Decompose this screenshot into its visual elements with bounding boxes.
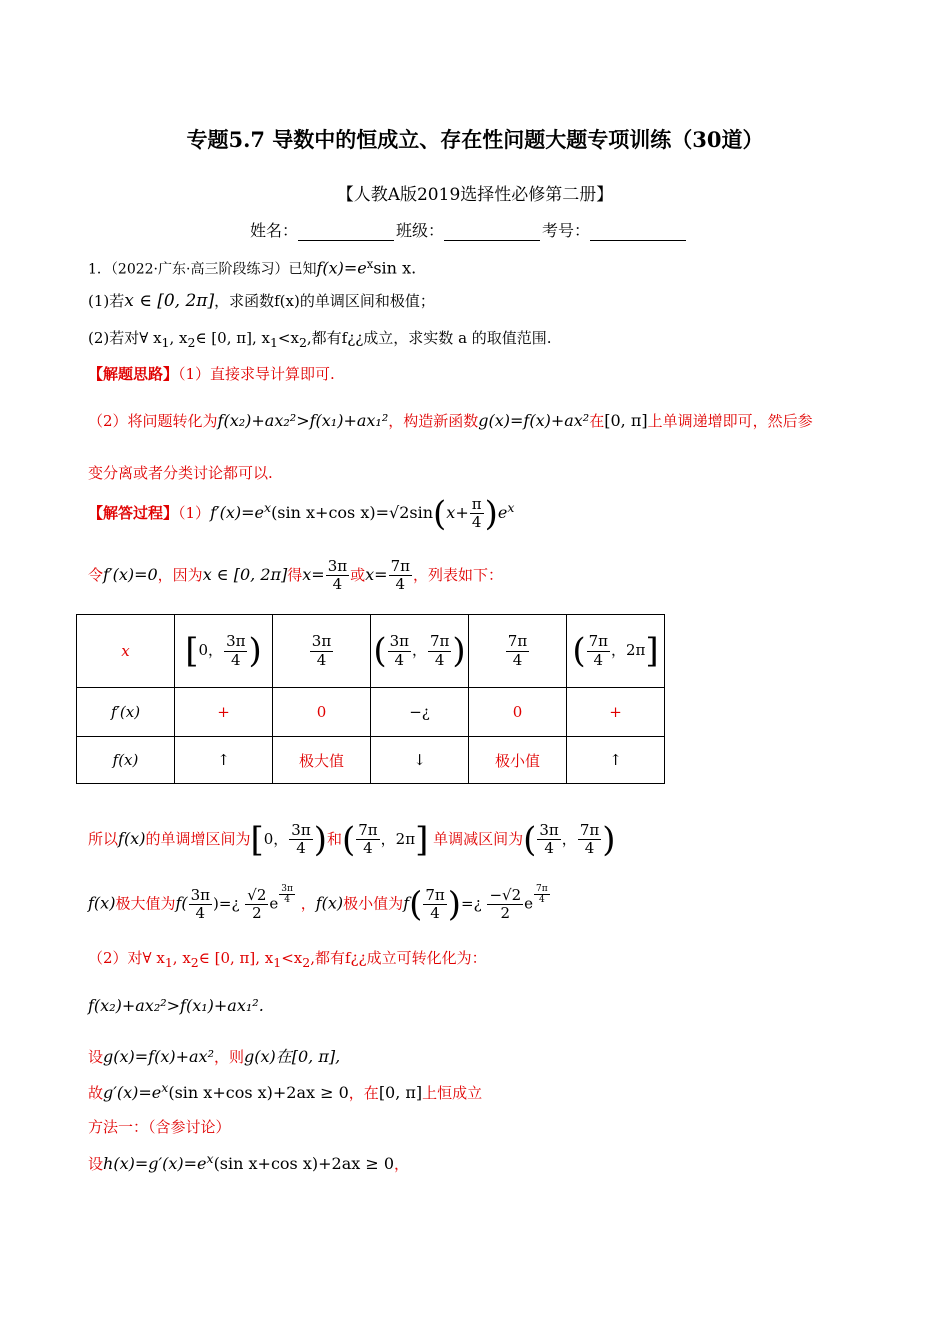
g-derivative: 故$g'(x)=e^x(\sin$ x+cos x)+2ax ≥ 0，在[0, π]上恒成立 [88, 1080, 483, 1102]
table-cell: 0 [469, 688, 567, 737]
table-cell: ↑ [567, 737, 665, 784]
inequality: f(x₂)+ax₂²>f(x₁)+ax₁². [88, 996, 264, 1015]
table-cell: ↑ [175, 737, 273, 784]
table-row [77, 688, 665, 737]
table-cell: 极大值 [273, 737, 371, 784]
analysis-1: 【解题思路】（1）直接求导计算即可. [88, 365, 335, 383]
solution-derivative: 【解答过程】$(1)f'(x)=e^x(\sin$ x+cos x)=√2sin(x+ $\frac{\pi}{4}$ )$e^x$ [88, 493, 515, 534]
solution-critical-points: 令f′(x)=0，因为x ∈ [0, 2π]得x= $\frac{3\pi}{4}$ 或x= $\frac{7\pi}{4}$ ，列表如下： [88, 557, 503, 594]
table-header-derivative: f′(x) [77, 688, 175, 737]
extreme-values: f(x)极大值为f( $\frac{3\pi}{4}$ )=¿ $\frac{√2}{2}$ e $^{\frac{3\pi}{4}}$ ，f(x)极小值为f( $\frac{7\pi}{4}$ )=¿ $\frac{-√2}{2}$ e $^{\frac{7\pi}{4}}$ [88, 884, 548, 925]
part2-restatement: （2）对∀ $x_1$, $x_2\in$ [0, π], $x_1<x_2$,都有f¿¿成立可转化化为： [88, 949, 487, 970]
table-cell: 极小值 [469, 737, 567, 784]
table-row [77, 737, 665, 784]
question-2: (2)若对∀ $x_1$, $x_2\in$ [0, π], $x_1<x_2$,都有f¿¿成立，求实数 a 的取值范围. [88, 329, 552, 350]
student-info-line [250, 218, 688, 241]
table-cell: [0， $\frac{3\pi}{4}$ ) [175, 615, 273, 688]
class-blank [444, 226, 540, 241]
table-cell: + [567, 688, 665, 737]
monotonic-intervals: 所以f(x)的单调增区间为[0， $\frac{3\pi}{4}$ )和( $\frac{7\pi}{4}$ ，2π] 单调减区间为( $\frac{3\pi}{4}$ ， $\frac{7\pi}{4}$ ) [88, 819, 616, 860]
table-cell: ( $\frac{7\pi}{4}$ ，2π] [567, 615, 665, 688]
page-title: 专题5.7 导数中的恒成立、存在性问题大题专项训练（30道） [186, 127, 764, 152]
table-cell: ( $\frac{3\pi}{4}$ ， $\frac{7\pi}{4}$ ) [371, 615, 469, 688]
table-cell: −¿ [371, 688, 469, 737]
exam-blank [590, 226, 686, 241]
table-cell: ↓ [371, 737, 469, 784]
table-cell: + [175, 688, 273, 737]
method-one: 方法一：（含参讨论） [88, 1118, 231, 1136]
table-cell: $\frac{3\pi}{4}$ [273, 615, 371, 688]
table-cell: $\frac{7\pi}{4}$ [469, 615, 567, 688]
table-header-function: f(x) [77, 737, 175, 784]
analysis-3: 变分离或者分类讨论都可以. [88, 464, 273, 482]
name-label: 姓名： [250, 221, 299, 240]
question-1: (1)若x ∈ [0, 2π]，求函数f(x)的单调区间和极值； [88, 291, 435, 311]
analysis-2: （2）将问题转化为f(x₂)+ax₂²>f(x₁)+ax₁²，构造新函数g(x)=f(x)+ax²在[0, π]上单调递增即可，然后参 [88, 411, 813, 430]
exam-label: 考号： [542, 221, 591, 240]
table-cell: 0 [273, 688, 371, 737]
problem-intro: 1．（2022·广东·高三阶段练习）已知$f(x)=e^x\sin$ x. [88, 257, 417, 278]
table-header-x: x [77, 615, 175, 688]
class-label: 班级： [396, 221, 445, 240]
table-row [77, 615, 665, 688]
define-g: 设g(x)=f(x)+ax²，则g(x)在[0, π], [88, 1047, 341, 1066]
name-blank [298, 226, 394, 241]
define-h: 设$h(x)=g'(x)=e^x(\sin$ x+cos x)+2ax ≥ 0， [88, 1151, 410, 1173]
page-subtitle: 【人教A版2019选择性必修第二册】 [336, 185, 614, 205]
monotonicity-table [76, 614, 665, 784]
